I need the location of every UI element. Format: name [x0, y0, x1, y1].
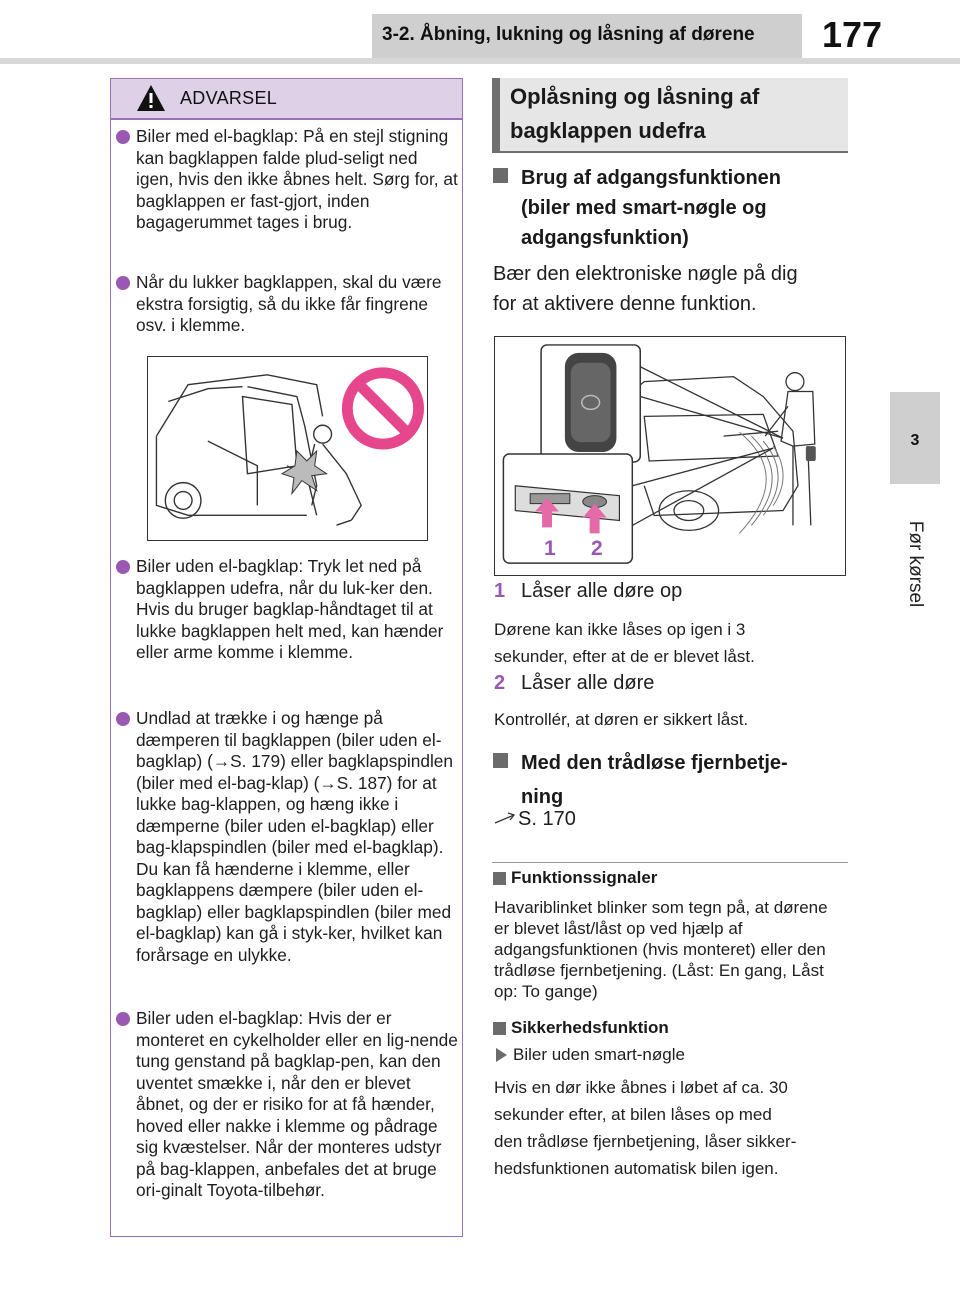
chapter-number: 3 — [910, 432, 920, 449]
impact-burst-icon — [282, 451, 327, 494]
figure-label-2: 2 — [591, 537, 603, 560]
signals-text: Havariblinket blinker som tegn på, at dørene er blevet låst/låst op ved hjælp af adgangsfunktionen (hvis monteret) eller den trådløse fjernbetjening. (Låst: En gang, Låst op: To gange) — [494, 898, 828, 1001]
warning-item: Biler med el-bagklap: På en stejl stigning kan bagklappen falde plud-seligt ned igen, hvis den ikke åbnes helt. Sørg for, at bagklappen er fast-gjort, inden bagagerummet tages i brug. — [116, 126, 458, 234]
header-divider — [0, 58, 960, 64]
chapter-tab — [890, 392, 940, 484]
warning-item: Biler uden el-bagklap: Hvis der er monteret en cykelholder eller en lig-nende tung genstand på bagklap-pen, kan den uventet smække i, når den er blevet åbnet, og der er risiko for at få hænder, hoved eller nakke i klemme og pådrage sig kvæstelser. Når der monteres udstyr på bag-klappen, anbefales det at bruge ori-ginalt Toyota-tilbehør. — [116, 1008, 458, 1202]
section-title: Oplåsning og låsning af bagklappen udefra — [510, 84, 760, 143]
warning-header-divider — [111, 118, 462, 120]
figure-label-1: 1 — [544, 537, 556, 560]
warning-item: Når du lukker bagklappen, skal du være ekstra forsigtig, så du ikke får fingrene osv. i klemme. — [116, 272, 458, 337]
key-in-pocket-icon — [806, 446, 816, 461]
square-bullet-icon — [493, 168, 508, 183]
bullet-dot-icon — [116, 130, 130, 144]
no-symbol-icon — [347, 373, 418, 444]
step-title-1: Låser alle døre op — [521, 580, 683, 602]
step-number-1: 1 — [494, 580, 506, 602]
section-title-underline — [492, 151, 848, 153]
step-note-2: Kontrollér, at døren er sikkert låst. — [494, 710, 749, 729]
tailgate-pinch-illustration — [147, 356, 428, 541]
warning-title: ADVARSEL — [180, 88, 278, 108]
signals-heading: Funktionssignaler — [511, 868, 658, 887]
step-note-1: Dørene kan ikke låses op igen i 3 sekunder, efter at de er blevet låst. — [494, 620, 755, 666]
access-heading: Brug af adgangsfunktionen (biler med smart-nøgle og adgangsfunktion) — [521, 167, 781, 249]
smart-key-inset — [541, 345, 640, 462]
chapter-label: Før kørsel — [905, 520, 926, 608]
signal-arcs — [739, 432, 783, 533]
tailgate-button-inset — [503, 454, 632, 563]
bullet-dot-icon — [116, 276, 130, 290]
security-heading: Sikkerhedsfunktion — [511, 1018, 669, 1037]
access-intro: Bær den elektroniske nøgle på dig for at aktivere denne funktion. — [493, 263, 798, 315]
remote-page-ref[interactable]: S. 170 — [518, 808, 576, 830]
warning-triangle-icon — [136, 84, 166, 112]
section-separator — [492, 862, 848, 863]
section-title-bar — [492, 78, 500, 152]
chapter-label-box — [892, 484, 938, 644]
bullet-dot-icon — [116, 1012, 130, 1026]
page-ref-arrow-icon — [494, 812, 518, 826]
warning-item: Biler uden el-bagklap: Tryk let ned på bagklappen udefra, når du luk-ker den. Hvis du bruger bagklap-håndtaget til at lukke bagklappen helt med, kan hænder eller arme komme i klemme. — [116, 556, 458, 664]
security-text: Hvis en dør ikke åbnes i løbet af ca. 30 sekunder efter, at bilen låses op med den trådløse fjernbetjening, låser sikker- hedsfunktionen automatisk bilen igen. — [494, 1078, 797, 1178]
car-outline — [156, 375, 322, 518]
remote-heading: Med den trådløse fjernbetje- ning — [521, 752, 788, 808]
step-title-2: Låser alle døre — [521, 672, 655, 694]
bullet-dot-icon — [116, 560, 130, 574]
callout-line — [632, 448, 773, 486]
security-subheading: Biler uden smart-nøgle — [513, 1045, 685, 1064]
bullet-dot-icon — [116, 712, 130, 726]
square-bullet-icon — [493, 872, 506, 885]
page-number: 177 — [822, 14, 883, 55]
triangle-bullet-icon — [496, 1048, 507, 1062]
square-bullet-icon — [493, 753, 508, 768]
warning-item: Undlad at trække i og hænge på dæmperen til bagklappen (biler uden el-bagklap) (→S. 179) eller bagklapspindlen (biler med el-bag-klap) (→S. 187) for at lukke bag-klappen, og hæng ikke i dæmperne (biler uden el-bagklap) eller bag-klapspindlen (biler med el-bagklap). Du kan få hænderne i klemme, eller bagklappens dæmpere (biler uden el-bagklap) eller bagklapspindlen (biler med el-bagklap) kan gå i styk-ker, hvilket kan forårsage en ulykke. — [116, 708, 458, 966]
step-number-2: 2 — [494, 672, 506, 694]
section-header-title: 3-2. Åbning, lukning og låsning af dørene — [382, 24, 755, 45]
square-bullet-icon — [493, 1022, 506, 1035]
